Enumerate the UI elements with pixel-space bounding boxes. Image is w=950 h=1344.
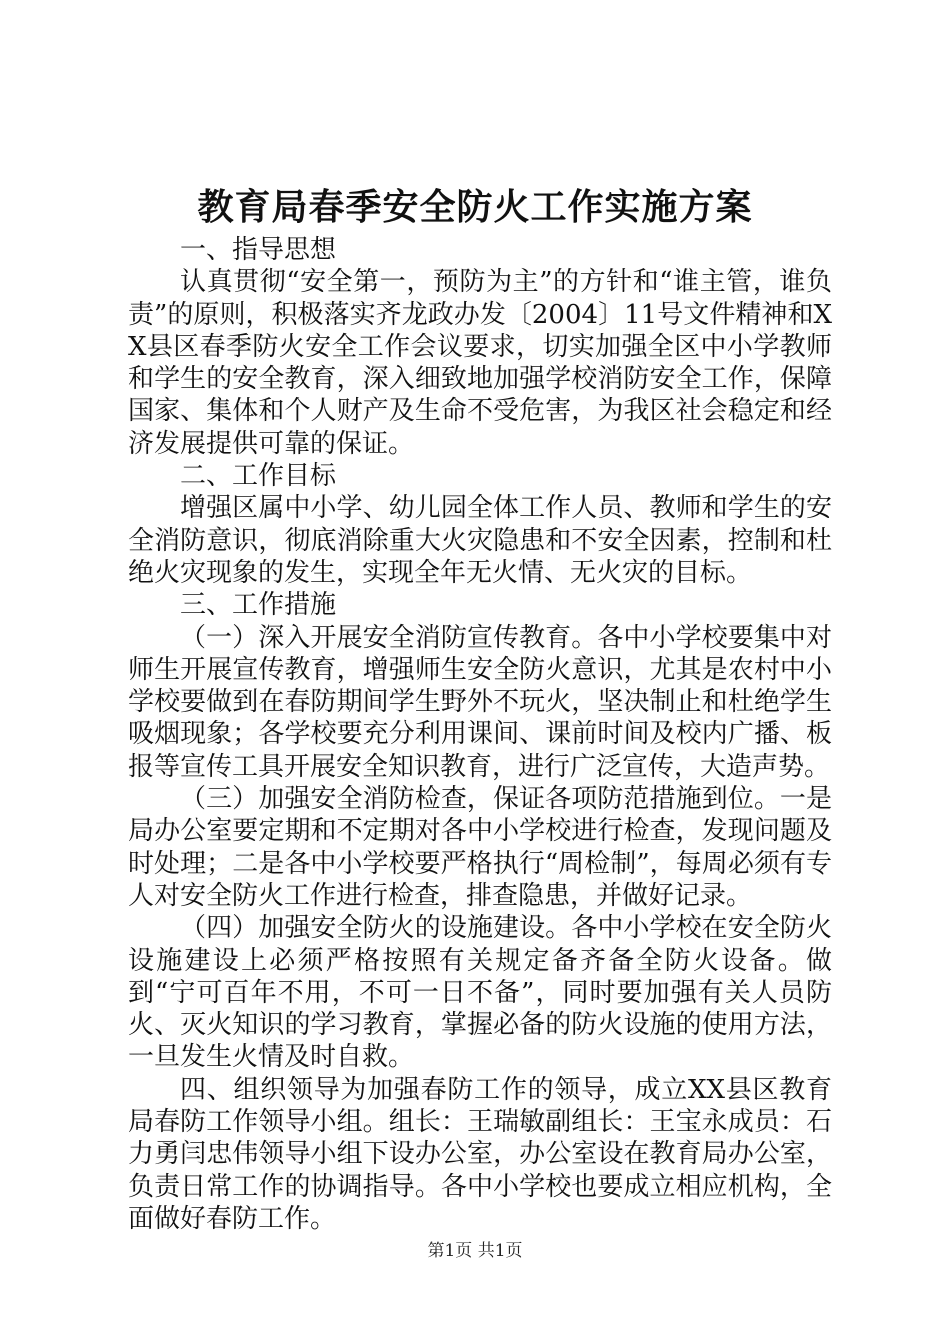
paragraph-measure-3: （三）加强安全消防检查，保证各项防范措施到位。一是局办公室要定期和不定期对各中小学校进行检查，发现问题及时处理；二是各中小学校要严格执行“周检制”，每周必须有专人对安全防火工作进行检查，排查隐患，并做好记录。 <box>128 784 832 911</box>
paragraph-measure-1: （一）深入开展安全消防宣传教育。各中小学校要集中对师生开展宣传教育，增强师生安全防火意识，尤其是农村中小学校要做到在春防期间学生野外不玩火，坚决制止和杜绝学生吸烟现象；各学校要充分利用课间、课前时间及校内广播、板报等宣传工具开展安全知识教育，进行广泛宣传，大造声势。 <box>128 622 832 782</box>
paragraph-work-goals: 增强区属中小学、幼儿园全体工作人员、教师和学生的安全消防意识，彻底消除重大火灾隐患和不安全因素，控制和杜绝火灾现象的发生，实现全年无火情、无火灾的目标。 <box>128 493 832 588</box>
paragraph-guiding-ideology: 认真贯彻“安全第一，预防为主”的方针和“谁主管，谁负责”的原则，积极落实齐龙政办发〔2004〕11号文件精神和XX县区春季防火安全工作会议要求，切实加强全区中小学教师和学生的安全教育，深入细致地加强学校消防安全工作，保障国家、集体和个人财产及生命不受危害，为我区社会稳定和经济发展提供可靠的保证。 <box>128 267 832 459</box>
section-heading-guiding-ideology: 一、指导思想 <box>180 235 337 265</box>
page-number-footer: 第1页 共1页 <box>427 1241 523 1261</box>
paragraph-measure-4: （四）加强安全防火的设施建设。各中小学校在安全防火设施建设上必须严格按照有关规定备齐备全防火设备。做到“宁可百年不用，不可一日不备”，同时要加强有关人员防火、灭火知识的学习教育，掌握必备的防火设施的使用方法，一旦发生火情及时自救。 <box>128 913 832 1073</box>
document-title: 教育局春季安全防火工作实施方案 <box>197 187 753 228</box>
paragraph-organization-leadership: 四、组织领导为加强春防工作的领导，成立XX县区教育局春防工作领导小组。组长：王瑞敏副组长：王宝永成员：石力勇闫忠伟领导小组下设办公室，办公室设在教育局办公室，负责日常工作的协调指导。各中小学校也要成立相应机构，全面做好春防工作。 <box>128 1074 832 1234</box>
document-body <box>128 234 832 1235</box>
section-heading-work-measures: 三、工作措施 <box>180 590 337 621</box>
section-heading-work-goals: 二、工作目标 <box>180 461 337 492</box>
